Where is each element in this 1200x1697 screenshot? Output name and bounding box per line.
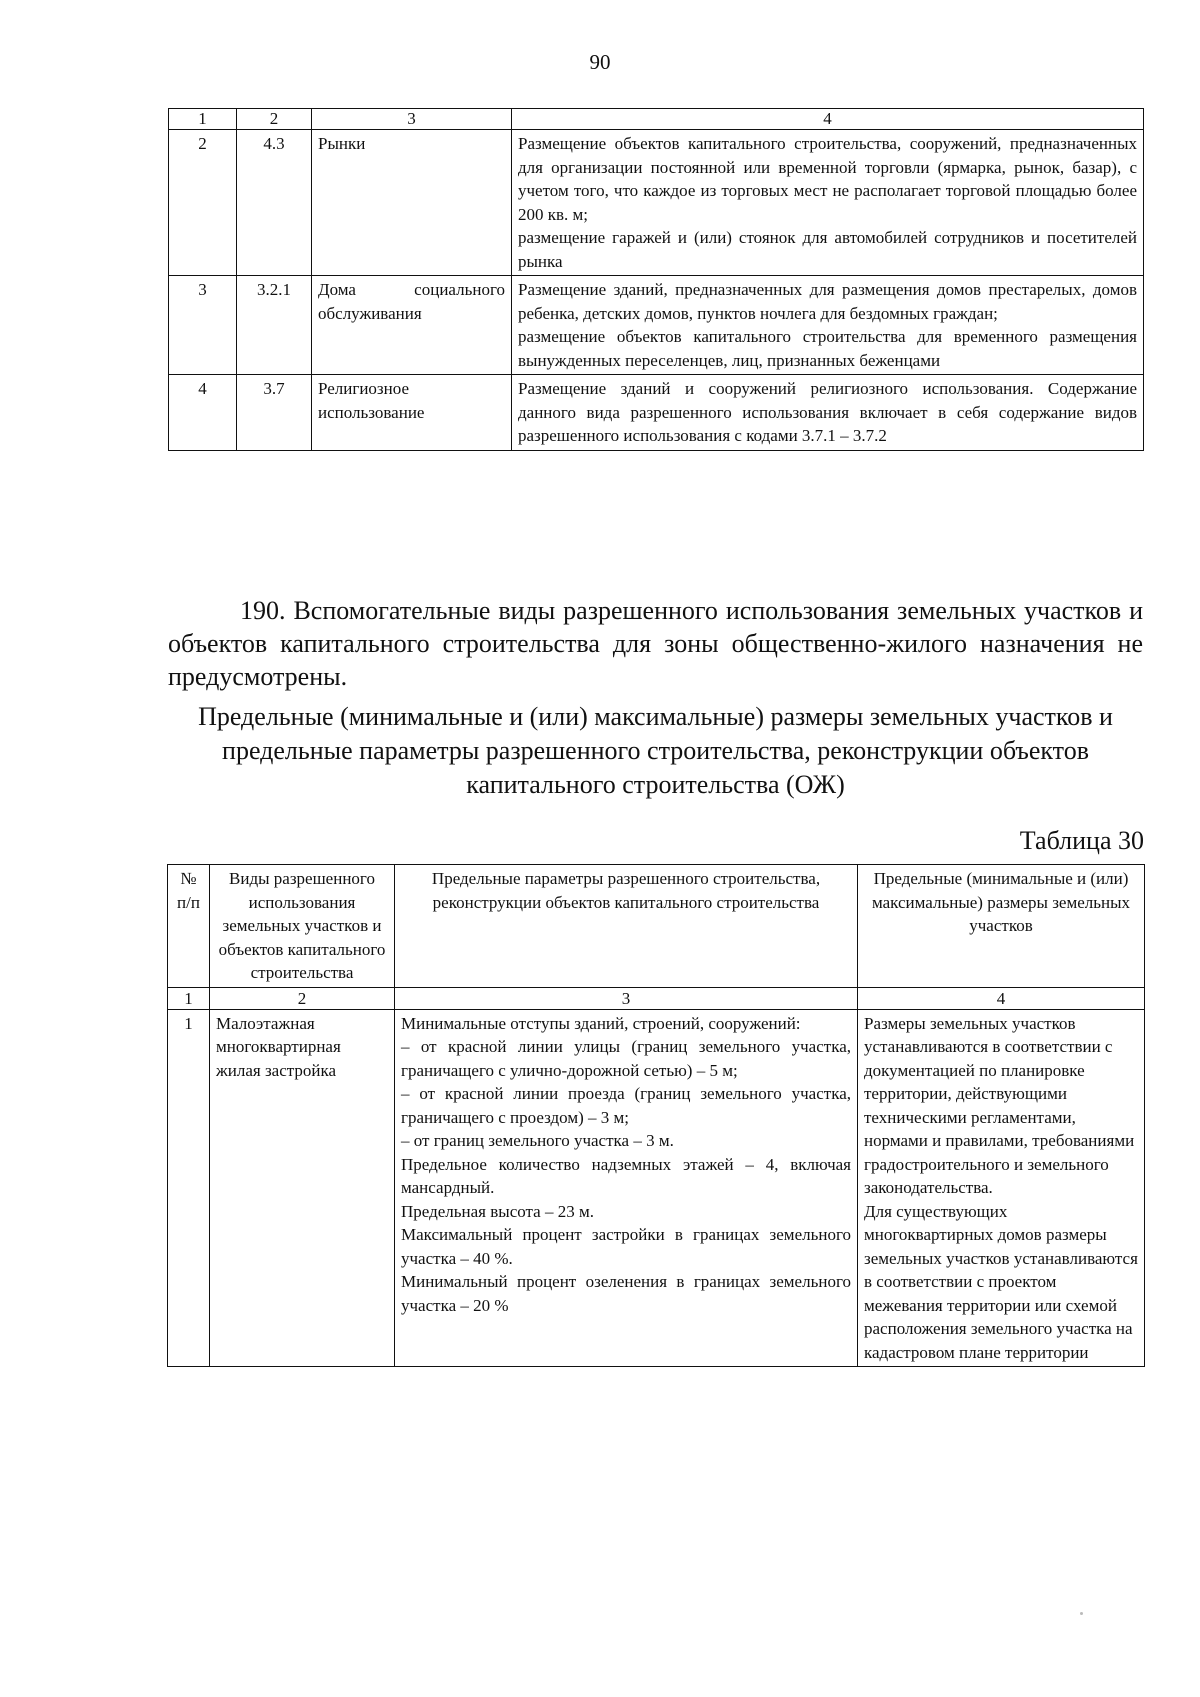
header-cell: 3 bbox=[312, 109, 512, 130]
row-number: 3 bbox=[169, 276, 237, 375]
construction-parameters bbox=[395, 1009, 858, 1367]
column-number: 2 bbox=[210, 987, 395, 1009]
header-cell: Предельные параметры разрешенного строительства, реконструкции объектов капитального строительства bbox=[395, 865, 858, 988]
table-row bbox=[169, 375, 1144, 451]
paragraph-190: 190. Вспомогательные виды разрешенного использования земельных участков и объектов капитального строительства для зоны общественно-жилого назначения не предусмотрены. bbox=[168, 596, 1143, 691]
use-type: Малоэтажная многоквартирная жилая застройка bbox=[210, 1009, 395, 1367]
use-name: Дома социального обслуживания bbox=[312, 276, 512, 375]
use-name: Религиозное использование bbox=[312, 375, 512, 451]
table-row bbox=[169, 276, 1144, 375]
size-text: Для существующих многоквартирных домов размеры земельных участков устанавливаются в соответствии с проектом межевания территории или схемой расположения земельного участка на кадастровом плане территории bbox=[864, 1201, 1138, 1362]
parameter-line: Максимальный процент застройки в границах земельного участка – 40 %. bbox=[401, 1225, 851, 1268]
parameter-line: – от красной линии улицы (границ земельного участка, граничащего с улично-дорожной сетью) – 5 м; bbox=[401, 1037, 851, 1080]
description-line: размещение объектов капитального строительства для временного размещения вынужденных переселенцев, лиц, признанных беженцами bbox=[518, 327, 1137, 370]
scan-speck bbox=[1080, 1612, 1083, 1615]
use-description bbox=[512, 276, 1144, 375]
description-line: Размещение объектов капитального строительства, сооружений, предназначенных для организации постоянной или временной торговли (ярмарка, рынок, базар), с учетом того, что каждое из торговых мест не располагает торговой площадью более 200 кв. м; bbox=[518, 134, 1137, 224]
parameter-line: – от границ земельного участка – 3 м. bbox=[401, 1131, 674, 1150]
table-header-row bbox=[169, 109, 1144, 130]
column-number: 3 bbox=[395, 987, 858, 1009]
page-number: 90 bbox=[589, 50, 611, 74]
table-row bbox=[168, 1009, 1145, 1367]
use-name: Рынки bbox=[312, 130, 512, 276]
section-heading: Предельные (минимальные и (или) максимальные) размеры земельных участков и предельные параметры разрешенного строительства, реконструкции объектов капитального строительства (ОЖ) bbox=[198, 702, 1113, 799]
column-number: 4 bbox=[858, 987, 1145, 1009]
size-text: Размеры земельных участков устанавливаются в соответствии с документацией по планировке территории, действующими техническими регламентами, нормами и правилами, требованиями градостроительного и земельного законодательства. bbox=[864, 1013, 1135, 1197]
limit-parameters-table bbox=[167, 864, 1145, 1367]
column-number-row bbox=[168, 987, 1145, 1009]
parameter-line: Минимальные отступы зданий, строений, сооружений: bbox=[401, 1013, 801, 1033]
header-cell: Виды разрешенного использования земельных участков и объектов капитального строительства bbox=[210, 865, 395, 988]
use-description bbox=[512, 130, 1144, 276]
column-number: 1 bbox=[168, 987, 210, 1009]
table-header-row bbox=[168, 865, 1145, 988]
parameter-line: Предельное количество надземных этажей – 4, включая мансардный. bbox=[401, 1154, 851, 1197]
description-line: Размещение зданий и сооружений религиозного использования. Содержание данного вида разрешенного использования включает в себя содержание видов разрешенного использования с кодами 3.7.1 – 3.7.2 bbox=[518, 379, 1137, 445]
header-cell: 2 bbox=[237, 109, 312, 130]
parameter-line: Предельная высота – 23 м. bbox=[401, 1201, 594, 1221]
use-description bbox=[512, 375, 1144, 451]
use-code: 3.7 bbox=[237, 375, 312, 451]
description-line: размещение гаражей и (или) стоянок для автомобилей сотрудников и посетителей рынка bbox=[518, 228, 1137, 271]
plot-sizes bbox=[858, 1009, 1145, 1367]
header-cell: 4 bbox=[512, 109, 1144, 130]
use-code: 3.2.1 bbox=[237, 276, 312, 375]
row-number: 1 bbox=[168, 1009, 210, 1367]
header-cell: Предельные (минимальные и (или) максимальные) размеры земельных участков bbox=[858, 865, 1145, 988]
parameter-line: – от красной линии проезда (границ земельного участка, граничащего с проездом) – 3 м; bbox=[401, 1084, 851, 1127]
permitted-use-table bbox=[168, 108, 1144, 451]
row-number: 4 bbox=[169, 375, 237, 451]
row-number: 2 bbox=[169, 130, 237, 276]
parameter-line: Минимальный процент озеленения в границах земельного участка – 20 % bbox=[401, 1272, 851, 1315]
header-cell: № п/п bbox=[168, 865, 210, 988]
description-line: Размещение зданий, предназначенных для размещения домов престарелых, домов ребенка, детских домов, пунктов ночлега для бездомных граждан; bbox=[518, 280, 1137, 323]
table-label: Таблица 30 bbox=[1019, 826, 1144, 855]
use-code: 4.3 bbox=[237, 130, 312, 276]
table-row bbox=[169, 130, 1144, 276]
header-cell: 1 bbox=[169, 109, 237, 130]
